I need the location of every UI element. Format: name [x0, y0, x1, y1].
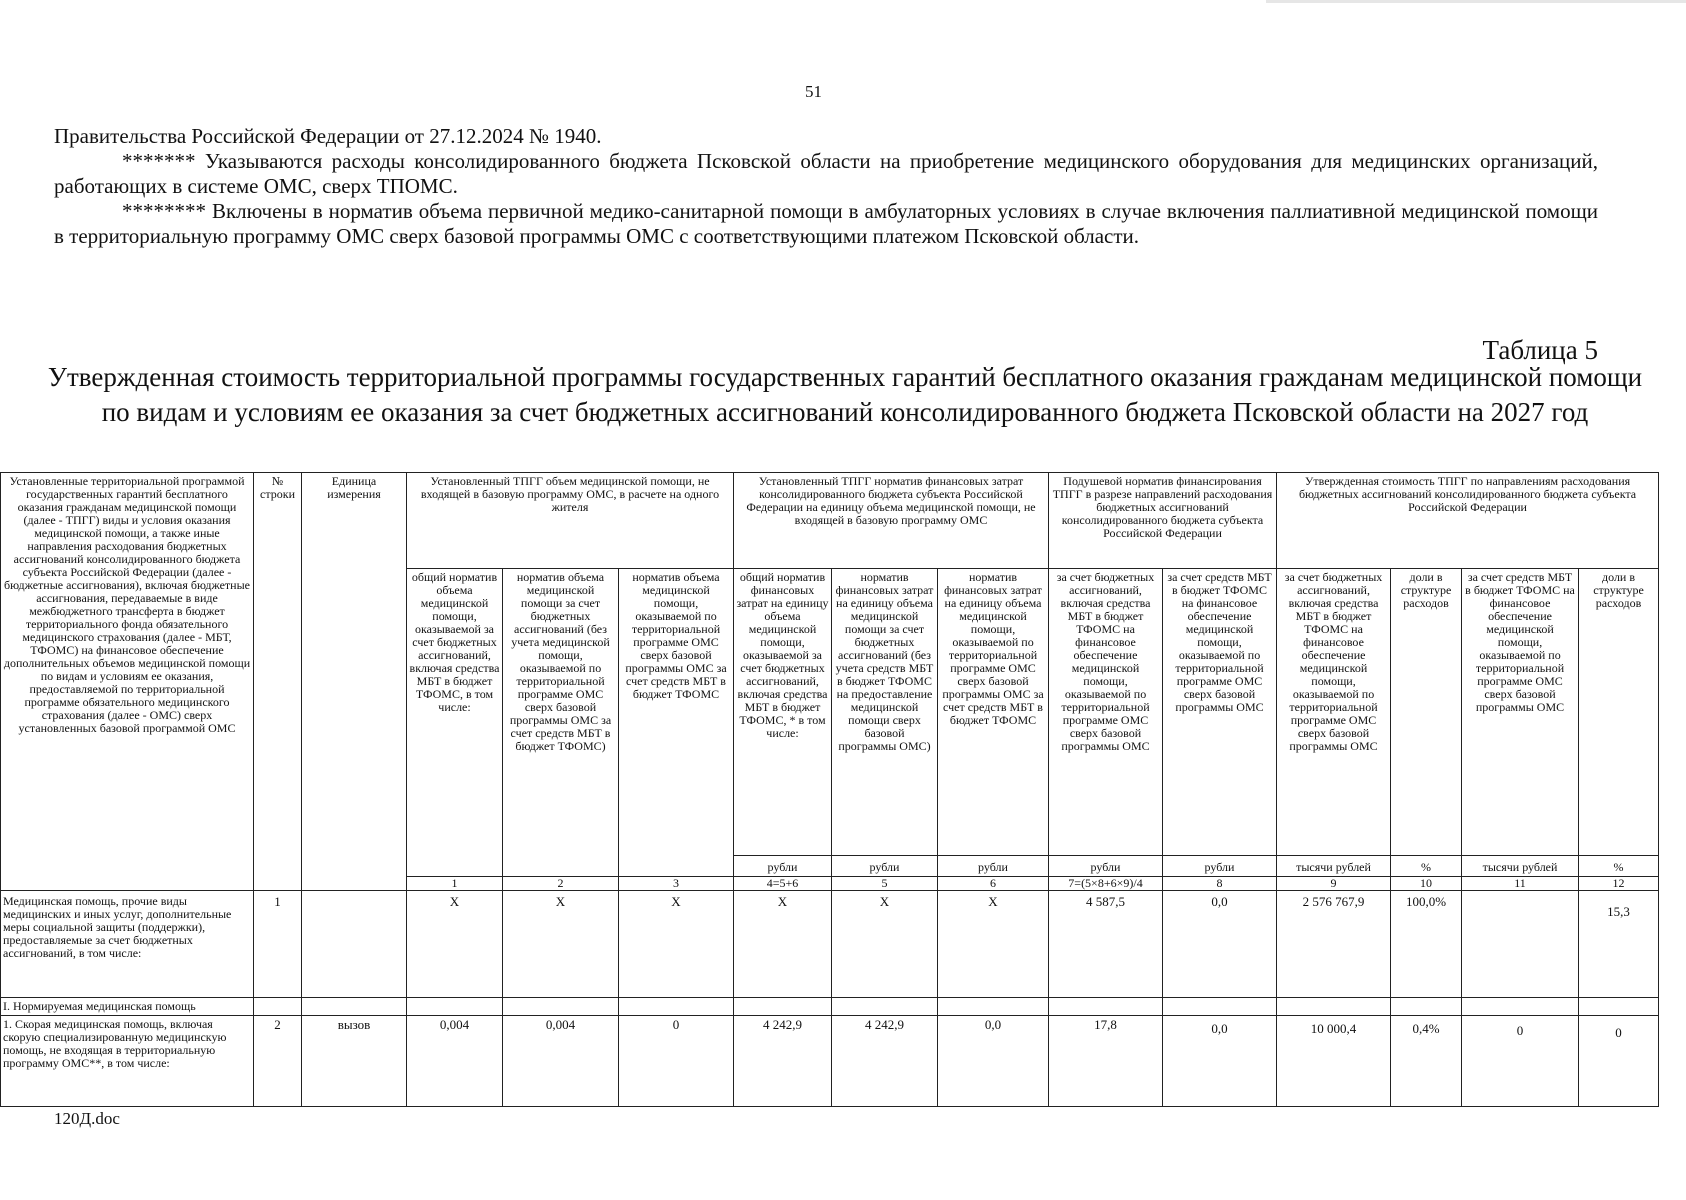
- row-number: 1: [254, 891, 302, 998]
- table-cell: 0,0: [1163, 1016, 1277, 1107]
- table-cell: X: [734, 891, 832, 998]
- table-cell: 17,8: [1049, 1016, 1163, 1107]
- column-number: 12: [1579, 877, 1659, 891]
- table-cell: 0: [1462, 1016, 1579, 1107]
- header-col-3: Единица измерения: [302, 473, 407, 891]
- table-cell: [1163, 998, 1277, 1016]
- table-cell: 4 242,9: [832, 1016, 938, 1107]
- footnote-8: ******** Включены в норматив объема первичной медико-санитарной помощи в амбулаторных условиях в случае включения паллиативной медицинской помощи в территориальную программу ОМС сверх базовой программы ОМС с соответствующими платежом Псковской области.: [54, 199, 1598, 248]
- table-cell: 0,004: [407, 1016, 503, 1107]
- header-group-percapita: Подушевой норматив финансирования ТПГГ в разрезе направлений расходования бюджетных ассигнований консолидированного бюджета субъекта Российской Федерации: [1049, 473, 1277, 569]
- table-cell: [1462, 891, 1579, 998]
- table-cell: [407, 998, 503, 1016]
- header-col-6: норматив объема медицинской помощи, оказываемой по территориальной программе ОМС сверх базовой программы ОМС за счет средств МБТ в бюджет ТФОМС: [619, 569, 734, 877]
- unit-col-15: %: [1579, 856, 1659, 877]
- header-col-2: № строки: [254, 473, 302, 891]
- unit-col-14: тысячи рублей: [1462, 856, 1579, 877]
- footnotes: [54, 124, 1598, 249]
- row-number: 2: [254, 1016, 302, 1107]
- table-cell: [1391, 998, 1462, 1016]
- table-cell: [1049, 998, 1163, 1016]
- table-title: Утвержденная стоимость территориальной программы государственных гарантий бесплатного оказания гражданам медицинской помощи по видам и условиям ее оказания за счет бюджетных ассигнований консолидированного бюджета Псковской области на 2027 год: [47, 362, 1643, 427]
- section-row: [1, 998, 1659, 1016]
- table-cell: [1579, 998, 1659, 1016]
- row-unit: вызов: [302, 1016, 407, 1107]
- column-number: 10: [1391, 877, 1462, 891]
- table-cell: 0,4%: [1391, 1016, 1462, 1107]
- unit-col-11: рубли: [1163, 856, 1277, 877]
- header-col-10: за счет бюджетных ассигнований, включая средства МБТ в бюджет ТФОМС на финансовое обеспечение медицинской помощи, оказываемой по территориальной программе ОМС сверх базовой программы ОМС: [1049, 569, 1163, 856]
- header-col-9: норматив финансовых затрат на единицу объема медицинской помощи, оказываемой по территориальной программе ОМС сверх базовой программы ОМС за счет средств МБТ в бюджет ТФОМС: [938, 569, 1049, 856]
- row-label: Медицинская помощь, прочие виды медицинских и иных услуг, дополнительные меры социальной защиты (поддержки), предоставляемые за счет бюджетных ассигнований, в том числе:: [1, 891, 254, 998]
- cost-table: [0, 472, 1659, 1107]
- section-label: I. Нормируемая медицинская помощь: [1, 998, 254, 1016]
- header-col-7: общий норматив финансовых затрат на единицу объема медицинской помощи, оказываемой за счет бюджетных ассигнований, включая средства МБТ в бюджет ТФОМС, * в том числе:: [734, 569, 832, 856]
- table-cell: 0,0: [1163, 891, 1277, 998]
- table-cell: 4 242,9: [734, 1016, 832, 1107]
- table-cell: [1462, 998, 1579, 1016]
- table-row: [1, 1016, 1659, 1107]
- column-number: 5: [832, 877, 938, 891]
- table-cell: X: [503, 891, 619, 998]
- header-col-1: Установленные территориальной программой государственных гарантий бесплатного оказания гражданам медицинской помощи (далее - ТПГГ) виды и условия оказания медицинской помощи, а также иные направления расходования бюджетных ассигнований консолидированного бюджета субъекта Российской Федерации (далее - бюджетные ассигнования), включая бюджетные ассигнования, передаваемые в виде межбюджетного трансферта в бюджет территориального фонда обязательного медицинского страхования (далее - МБТ, ТФОМС) на финансовое обеспечение дополнительных объемов медицинской помощи по видам и условиям ее оказания, предоставляемой по территориальной программе обязательного медицинского страхования (далее - ОМС) сверх установленных базовой программой ОМС: [1, 473, 254, 891]
- table-cell: 0,004: [503, 1016, 619, 1107]
- header-col-15: доли в структуре расходов: [1579, 569, 1659, 856]
- table-cell: 100,0%: [1391, 891, 1462, 998]
- table-cell: 10 000,4: [1277, 1016, 1391, 1107]
- column-number: 11: [1462, 877, 1579, 891]
- header-col-12: за счет бюджетных ассигнований, включая средства МБТ в бюджет ТФОМС на финансовое обеспечение медицинской помощи, оказываемой по территориальной программе ОМС сверх базовой программы ОМС: [1277, 569, 1391, 856]
- cost-table-wrapper: [0, 472, 1658, 1107]
- table-cell: [734, 998, 832, 1016]
- column-number: 1: [407, 877, 503, 891]
- column-number: 3: [619, 877, 734, 891]
- header-group-norm: Установленный ТПГГ норматив финансовых затрат консолидированного бюджета субъекта Российской Федерации на единицу объема медицинской помощи, не входящей в базовую программу ОМС: [734, 473, 1049, 569]
- unit-col-13: %: [1391, 856, 1462, 877]
- unit-col-10: рубли: [1049, 856, 1163, 877]
- column-number: 4=5+6: [734, 877, 832, 891]
- table-row: [1, 891, 1659, 998]
- scan-edge: [1266, 0, 1686, 3]
- column-number: 6: [938, 877, 1049, 891]
- table-cell: [938, 998, 1049, 1016]
- table-cell: X: [832, 891, 938, 998]
- table-cell: 0,0: [938, 1016, 1049, 1107]
- column-number: 7=(5×8+6×9)/4: [1049, 877, 1163, 891]
- page-number: 51: [805, 82, 822, 101]
- table-label: Таблица 5: [1482, 335, 1598, 365]
- table-cell: [254, 998, 302, 1016]
- header-col-8: норматив финансовых затрат на единицу объема медицинской помощи за счет бюджетных ассигнований (без учета средств МБТ в бюджет ТФОМС на предоставление медицинской помощи сверх базовой программы ОМС): [832, 569, 938, 856]
- row-unit: [302, 891, 407, 998]
- table-cell: [619, 998, 734, 1016]
- header-col-13: доли в структуре расходов: [1391, 569, 1462, 856]
- header-col-11: за счет средств МБТ в бюджет ТФОМС на финансовое обеспечение медицинской помощи, оказываемой по территориальной программе ОМС сверх базовой программы ОМС: [1163, 569, 1277, 856]
- table-cell: [832, 998, 938, 1016]
- table-cell: [302, 998, 407, 1016]
- column-number: 9: [1277, 877, 1391, 891]
- table-cell: X: [619, 891, 734, 998]
- table-cell: X: [938, 891, 1049, 998]
- unit-col-7: рубли: [734, 856, 832, 877]
- table-cell: 0: [619, 1016, 734, 1107]
- table-cell: 15,3: [1579, 891, 1659, 998]
- table-cell: 0: [1579, 1016, 1659, 1107]
- header-col-14: за счет средств МБТ в бюджет ТФОМС на финансовое обеспечение медицинской помощи, оказываемой по территориальной программе ОМС сверх базовой программы ОМС: [1462, 569, 1579, 856]
- footnote-7: ******* Указываются расходы консолидированного бюджета Псковской области на приобретение медицинского оборудования для медицинских организаций, работающих в системе ОМС, сверх ТПОМС.: [54, 149, 1598, 198]
- header-group-volume: Установленный ТПГГ объем медицинской помощи, не входящей в базовую программу ОМС, в расчете на одного жителя: [407, 473, 734, 569]
- header-group-cost: Утвержденная стоимость ТПГГ по направлениям расходования бюджетных ассигнований консолидированного бюджета субъекта Российской Федерации: [1277, 473, 1659, 569]
- unit-col-8: рубли: [832, 856, 938, 877]
- table-cell: X: [407, 891, 503, 998]
- unit-col-12: тысячи рублей: [1277, 856, 1391, 877]
- row-label: 1. Скорая медицинская помощь, включая скорую специализированную медицинскую помощь, не входящая в территориальную программу ОМС**, в том числе:: [1, 1016, 254, 1107]
- table-cell: [503, 998, 619, 1016]
- header-col-4: общий норматив объема медицинской помощи, оказываемой за счет бюджетных ассигнований, включая средства МБТ в бюджет ТФОМС, в том числе:: [407, 569, 503, 877]
- column-number: 2: [503, 877, 619, 891]
- file-name-footer: 120Д.doc: [54, 1109, 120, 1128]
- header-row-top: [1, 473, 1659, 569]
- header-col-5: норматив объема медицинской помощи за счет бюджетных ассигнований (без учета медицинской помощи, оказываемой по территориальной программе ОМС сверх базовой программы ОМС за счет средств МБТ в бюджет ТФОМС): [503, 569, 619, 877]
- column-number: 8: [1163, 877, 1277, 891]
- table-cell: 2 576 767,9: [1277, 891, 1391, 998]
- unit-col-9: рубли: [938, 856, 1049, 877]
- table-cell: [1277, 998, 1391, 1016]
- footnote-continuation: Правительства Российской Федерации от 27.12.2024 № 1940.: [54, 124, 602, 148]
- table-cell: 4 587,5: [1049, 891, 1163, 998]
